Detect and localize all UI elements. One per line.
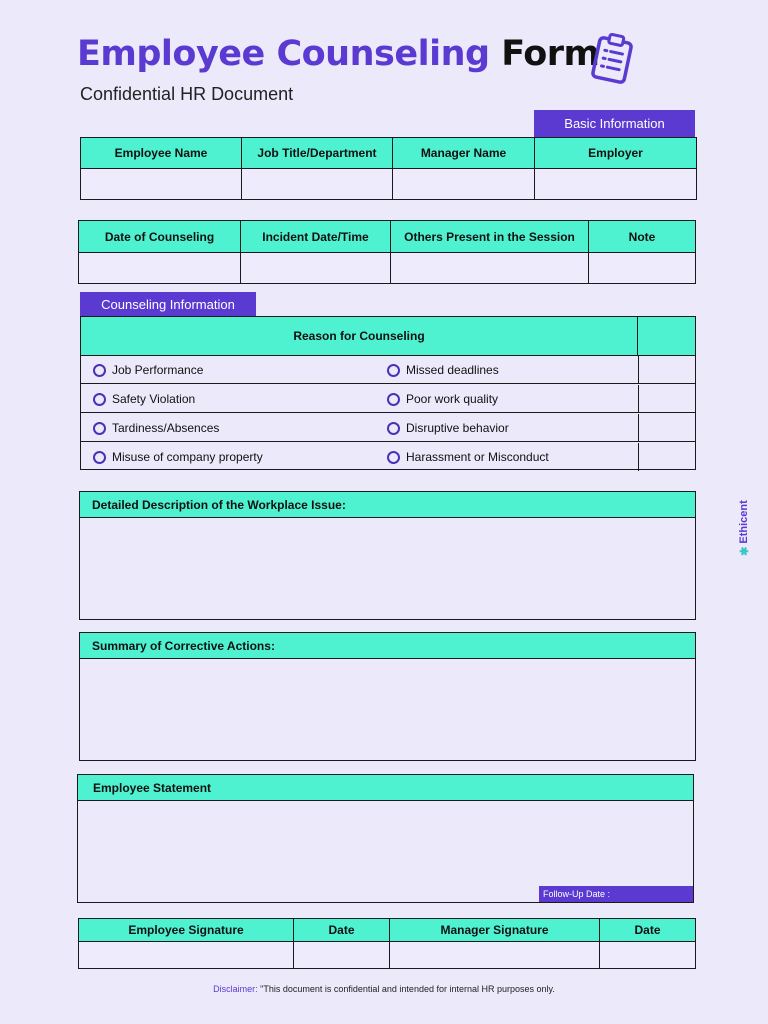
option-safety-violation[interactable] bbox=[93, 385, 195, 413]
header-employee-signature: Employee Signature bbox=[79, 919, 294, 942]
radio-icon[interactable] bbox=[387, 422, 400, 435]
form-title bbox=[77, 34, 600, 74]
radio-icon[interactable] bbox=[387, 393, 400, 406]
option-harassment[interactable] bbox=[387, 443, 549, 471]
header-job-title: Job Title/Department bbox=[242, 138, 393, 169]
note-field[interactable] bbox=[589, 253, 696, 284]
option-label: Poor work quality bbox=[406, 392, 499, 406]
reason-for-counseling-table bbox=[80, 316, 696, 470]
date-of-counseling-field[interactable] bbox=[79, 253, 241, 284]
option-label: Job Performance bbox=[112, 363, 204, 377]
manager-date-field[interactable] bbox=[600, 942, 696, 969]
brand-logo bbox=[736, 502, 752, 554]
option-label: Safety Violation bbox=[112, 392, 196, 406]
reason-row bbox=[81, 385, 695, 413]
radio-icon[interactable] bbox=[93, 393, 106, 406]
ethicent-logo-icon: ✱ bbox=[738, 546, 751, 556]
option-misuse-of-property[interactable] bbox=[93, 443, 263, 471]
follow-up-date-field[interactable]: Follow-Up Date : bbox=[539, 886, 693, 902]
description-textarea[interactable] bbox=[80, 518, 695, 619]
radio-icon[interactable] bbox=[93, 364, 106, 377]
form-title-suffix: Form bbox=[501, 34, 600, 74]
header-employee-name: Employee Name bbox=[81, 138, 242, 169]
option-label: Tardiness/Absences bbox=[112, 421, 220, 435]
form-title-main: Employee Counseling bbox=[77, 34, 490, 74]
session-info-table bbox=[78, 220, 696, 284]
clipboard-list-icon bbox=[588, 30, 640, 86]
header-note: Note bbox=[589, 221, 696, 253]
disclaimer-text: "This document is confidential and intended for internal HR purposes only. bbox=[257, 984, 555, 994]
option-label: Harassment or Misconduct bbox=[406, 450, 549, 464]
corrective-actions-textarea[interactable] bbox=[80, 659, 695, 760]
radio-icon[interactable] bbox=[93, 451, 106, 464]
header-manager-signature: Manager Signature bbox=[390, 919, 600, 942]
employer-field[interactable] bbox=[535, 169, 697, 200]
corrective-actions-header: Summary of Corrective Actions: bbox=[80, 633, 695, 659]
others-present-field[interactable] bbox=[391, 253, 589, 284]
employee-statement-section bbox=[77, 774, 694, 903]
column-divider bbox=[638, 385, 639, 412]
basic-information-tag: Basic Information bbox=[534, 110, 695, 137]
disclaimer-label: Disclaimer: bbox=[213, 984, 258, 994]
radio-icon[interactable] bbox=[387, 451, 400, 464]
manager-signature-field[interactable] bbox=[390, 942, 600, 969]
incident-date-field[interactable] bbox=[241, 253, 391, 284]
basic-info-table bbox=[80, 137, 697, 200]
header-incident-date: Incident Date/Time bbox=[241, 221, 391, 253]
job-title-field[interactable] bbox=[242, 169, 393, 200]
brand-name: Ethicent bbox=[738, 500, 750, 544]
reason-row bbox=[81, 356, 695, 384]
signature-table bbox=[78, 918, 696, 969]
header-date-of-counseling: Date of Counseling bbox=[79, 221, 241, 253]
radio-icon[interactable] bbox=[387, 364, 400, 377]
header-employer: Employer bbox=[535, 138, 697, 169]
description-header: Detailed Description of the Workplace Issue: bbox=[80, 492, 695, 518]
counseling-information-tag: Counseling Information bbox=[80, 292, 256, 317]
option-poor-work-quality[interactable] bbox=[387, 385, 498, 413]
column-divider bbox=[638, 356, 639, 383]
column-divider bbox=[638, 414, 639, 441]
radio-icon[interactable] bbox=[93, 422, 106, 435]
option-label: Misuse of company property bbox=[112, 450, 263, 464]
header-others-present: Others Present in the Session bbox=[391, 221, 589, 253]
employee-name-field[interactable] bbox=[81, 169, 242, 200]
header-date: Date bbox=[600, 919, 696, 942]
option-label: Disruptive behavior bbox=[406, 421, 509, 435]
manager-name-field[interactable] bbox=[393, 169, 535, 200]
corrective-actions-section bbox=[79, 632, 696, 761]
option-disruptive-behavior[interactable] bbox=[387, 414, 509, 442]
form-subtitle: Confidential HR Document bbox=[80, 84, 294, 104]
option-label: Missed deadlines bbox=[406, 363, 499, 377]
option-tardiness[interactable] bbox=[93, 414, 219, 442]
reason-row bbox=[81, 414, 695, 442]
header-manager-name: Manager Name bbox=[393, 138, 535, 169]
employee-date-field[interactable] bbox=[294, 942, 390, 969]
reason-header-extra bbox=[638, 317, 695, 356]
reason-header: Reason for Counseling bbox=[81, 317, 638, 356]
disclaimer bbox=[0, 984, 768, 994]
reason-row bbox=[81, 443, 695, 471]
option-missed-deadlines[interactable] bbox=[387, 356, 499, 384]
description-section bbox=[79, 491, 696, 620]
header-date: Date bbox=[294, 919, 390, 942]
option-job-performance[interactable] bbox=[93, 356, 203, 384]
column-divider bbox=[638, 443, 639, 471]
employee-statement-header: Employee Statement bbox=[78, 775, 693, 801]
employee-signature-field[interactable] bbox=[79, 942, 294, 969]
